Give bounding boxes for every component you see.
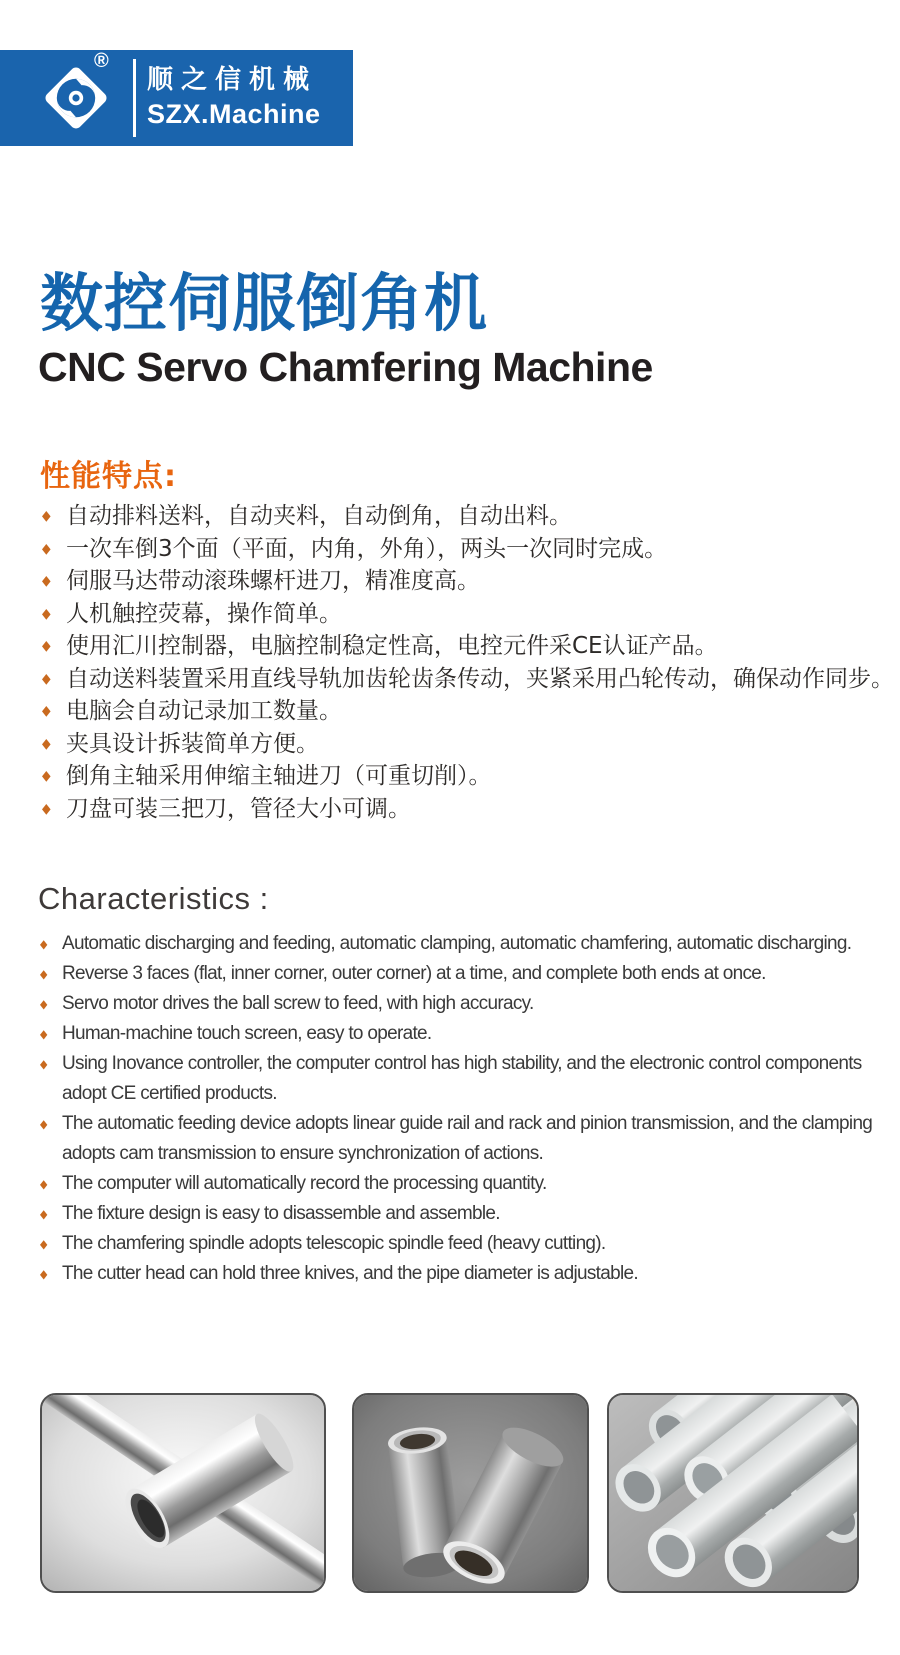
feature-text-english: Human-machine touch screen, easy to operate. (62, 1023, 432, 1044)
diamond-bullet-icon: ◆ (40, 937, 47, 951)
diamond-bullet-icon: ◆ (40, 1207, 47, 1221)
feature-item-english (40, 1169, 895, 1199)
feature-item-chinese (40, 565, 873, 598)
diamond-bullet-icon: ◆ (42, 638, 51, 654)
feature-item-chinese (40, 500, 873, 533)
feature-item-english (40, 1019, 895, 1049)
brand-name-english: SZX.Machine (147, 99, 321, 129)
features-list-english (40, 929, 895, 1289)
feature-item-english (40, 1199, 895, 1229)
feature-text-english: The cutter head can hold three knives, and the pipe diameter is adjustable. (62, 1263, 638, 1284)
feature-text-chinese: 自动排料送料，自动夹料，自动倒角，自动出料。 (66, 503, 572, 529)
feature-text-english: Servo motor drives the ball screw to feed, with high accuracy. (62, 993, 534, 1014)
feature-item-chinese (40, 630, 873, 663)
feature-text-english: Reverse 3 faces (flat, inner corner, outer corner) at a time, and complete both ends at once. (62, 963, 766, 984)
feature-text-chinese: 人机触控荧幕，操作简单。 (66, 600, 342, 627)
diamond-bullet-icon: ◆ (40, 1057, 47, 1071)
feature-text-chinese: 电脑会自动记录加工数量。 (66, 698, 342, 724)
feature-item-english (40, 1259, 895, 1289)
brand-logo-block (0, 50, 353, 146)
feature-item-chinese (40, 695, 873, 728)
logo-divider (133, 59, 136, 137)
feature-text-chinese: 夹具设计拆装简单方便。 (66, 730, 319, 757)
diamond-bullet-icon: ◆ (40, 1237, 47, 1251)
feature-text-english: The automatic feeding device adopts linear guide rail and rack and pinion transmission, and the clamping adopts cam transmission to ensure synchronization of actions. (62, 1113, 873, 1164)
diamond-bullet-icon: ◆ (40, 1027, 47, 1041)
feature-item-chinese (40, 760, 873, 793)
feature-text-chinese: 伺服马达带动滚珠螺杆进刀，精准度高。 (66, 568, 480, 594)
feature-item-english (40, 929, 895, 959)
feature-text-chinese: 刀盘可装三把刀，管径大小可调。 (66, 795, 411, 822)
feature-text-chinese: 使用汇川控制器，电脑控制稳定性高，电控元件采CE认证产品。 (66, 633, 718, 659)
photo-stacked-steel-pipes (607, 1393, 859, 1593)
diamond-bullet-icon: ◆ (42, 800, 51, 817)
feature-item-chinese (40, 793, 873, 826)
diamond-bullet-icon: ◆ (42, 540, 51, 557)
feature-text-english: Using Inovance controller, the computer control has high stability, and the electronic control components adopt CE certified products. (62, 1053, 862, 1104)
diamond-bullet-icon: ◆ (42, 605, 51, 622)
diamond-bullet-icon: ◆ (42, 703, 51, 719)
feature-text-chinese: 一次车倒3个面（平面，内角，外角），两头一次同时完成。 (66, 535, 668, 562)
feature-item-english (40, 1049, 895, 1109)
features-heading-english: Characteristics : (38, 881, 269, 916)
diamond-bullet-icon: ◆ (40, 1117, 47, 1131)
feature-text-chinese: 自动送料装置采用直线导轨加齿轮齿条传动，夹紧采用凸轮传动，确保动作同步。 (66, 665, 894, 692)
registered-trademark-symbol: ® (94, 50, 109, 72)
feature-item-chinese (40, 533, 873, 566)
feature-text-chinese: 倒角主轴采用伸缩主轴进刀（可重切削）。 (66, 763, 492, 789)
product-title-english: CNC Servo Chamfering Machine (38, 344, 653, 390)
photo-steel-rod-and-tube (40, 1393, 326, 1593)
diamond-bullet-icon: ◆ (42, 670, 51, 687)
features-heading-chinese: 性能特点: (40, 459, 177, 494)
feature-item-english (40, 1109, 895, 1169)
feature-item-english (40, 959, 895, 989)
feature-item-chinese (40, 728, 873, 761)
feature-item-english (40, 1229, 895, 1259)
product-title-chinese: 数控伺服倒角机 (40, 267, 488, 340)
diamond-bullet-icon: ◆ (42, 735, 51, 752)
brand-name-chinese: 顺之信机械 (147, 65, 318, 95)
feature-text-english: The computer will automatically record the processing quantity. (62, 1173, 547, 1194)
diamond-bullet-icon: ◆ (40, 997, 47, 1011)
feature-text-english: The fixture design is easy to disassemble and assemble. (62, 1203, 500, 1224)
photo-two-steel-bushings (352, 1393, 589, 1593)
diamond-bullet-icon: ◆ (40, 967, 47, 981)
features-list-chinese (40, 500, 894, 825)
diamond-bullet-icon: ◆ (40, 1177, 47, 1191)
feature-item-chinese (40, 598, 873, 631)
feature-text-english: The chamfering spindle adopts telescopic spindle feed (heavy cutting). (62, 1233, 606, 1254)
brand-text (147, 63, 321, 131)
diamond-bullet-icon: ◆ (42, 573, 51, 589)
feature-item-english (40, 989, 895, 1019)
diamond-bullet-icon: ◆ (40, 1267, 47, 1281)
feature-text-english: Automatic discharging and feeding, automatic clamping, automatic chamfering, automatic discharging. (62, 933, 852, 954)
feature-item-chinese (40, 663, 894, 696)
diamond-bullet-icon: ◆ (42, 768, 51, 784)
diamond-bullet-icon: ◆ (42, 508, 51, 524)
